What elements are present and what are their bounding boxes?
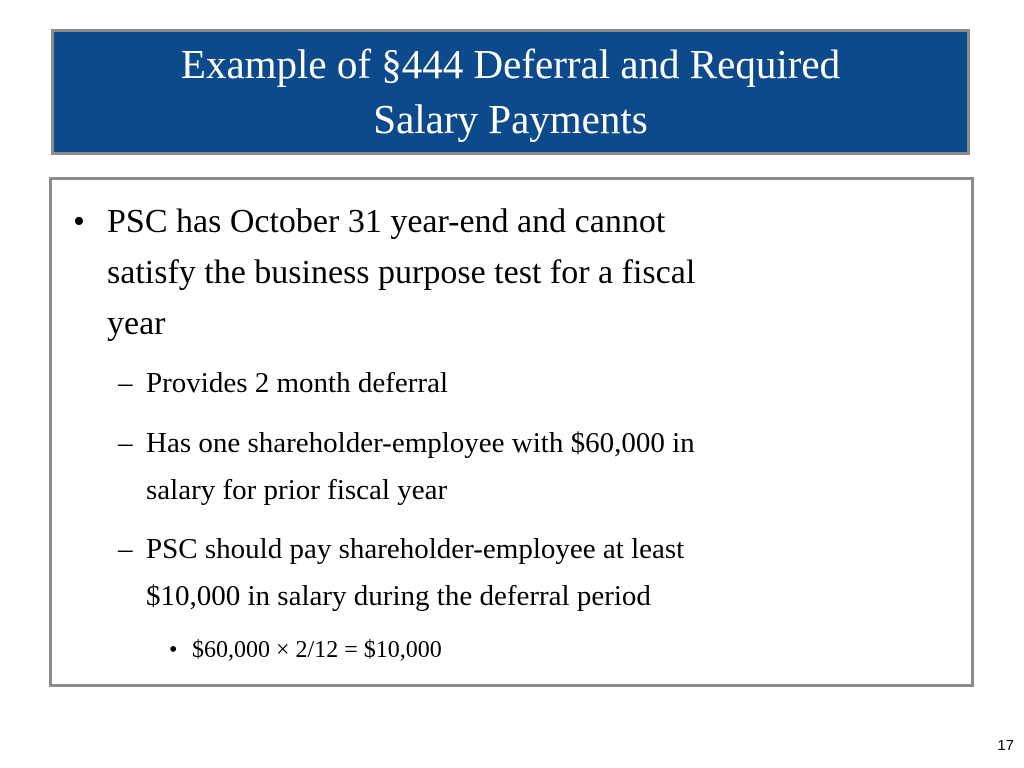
page-number: 17	[997, 737, 1014, 754]
slide-title-line-1: Example of §444 Deferral and Required	[180, 41, 841, 87]
slide-title-banner	[51, 29, 970, 155]
sub-bullet-marker: –	[118, 367, 133, 399]
sub-bullet-line: $10,000 in salary during the deferral period	[146, 580, 651, 612]
sub-bullet-payment	[146, 526, 926, 620]
main-bullet-line: year	[107, 305, 166, 342]
slide-content-panel	[49, 177, 974, 687]
calculation-text: $60,000 × 2/12 = $10,000	[192, 637, 442, 663]
sub-bullet-deferral	[146, 360, 926, 407]
slide-title-line-2: Salary Payments	[373, 96, 648, 142]
main-bullet-line: satisfy the business purpose test for a fiscal	[107, 254, 696, 291]
bullet-marker: •	[73, 203, 85, 240]
sub-bullet-shareholder	[146, 420, 926, 514]
main-bullet-line: PSC has October 31 year-end and cannot	[107, 203, 666, 240]
sub-bullet-marker: –	[118, 533, 133, 565]
main-bullet-text	[107, 196, 947, 349]
sub-bullet-marker: –	[118, 427, 133, 459]
sub-bullet-line: salary for prior fiscal year	[146, 474, 448, 506]
sub-sub-bullet-marker: •	[169, 637, 178, 663]
sub-bullet-line: PSC should pay shareholder-employee at least	[146, 533, 685, 565]
sub-bullet-line: Has one shareholder-employee with $60,000 in	[146, 427, 695, 459]
sub-bullet-line: Provides 2 month deferral	[146, 367, 449, 399]
